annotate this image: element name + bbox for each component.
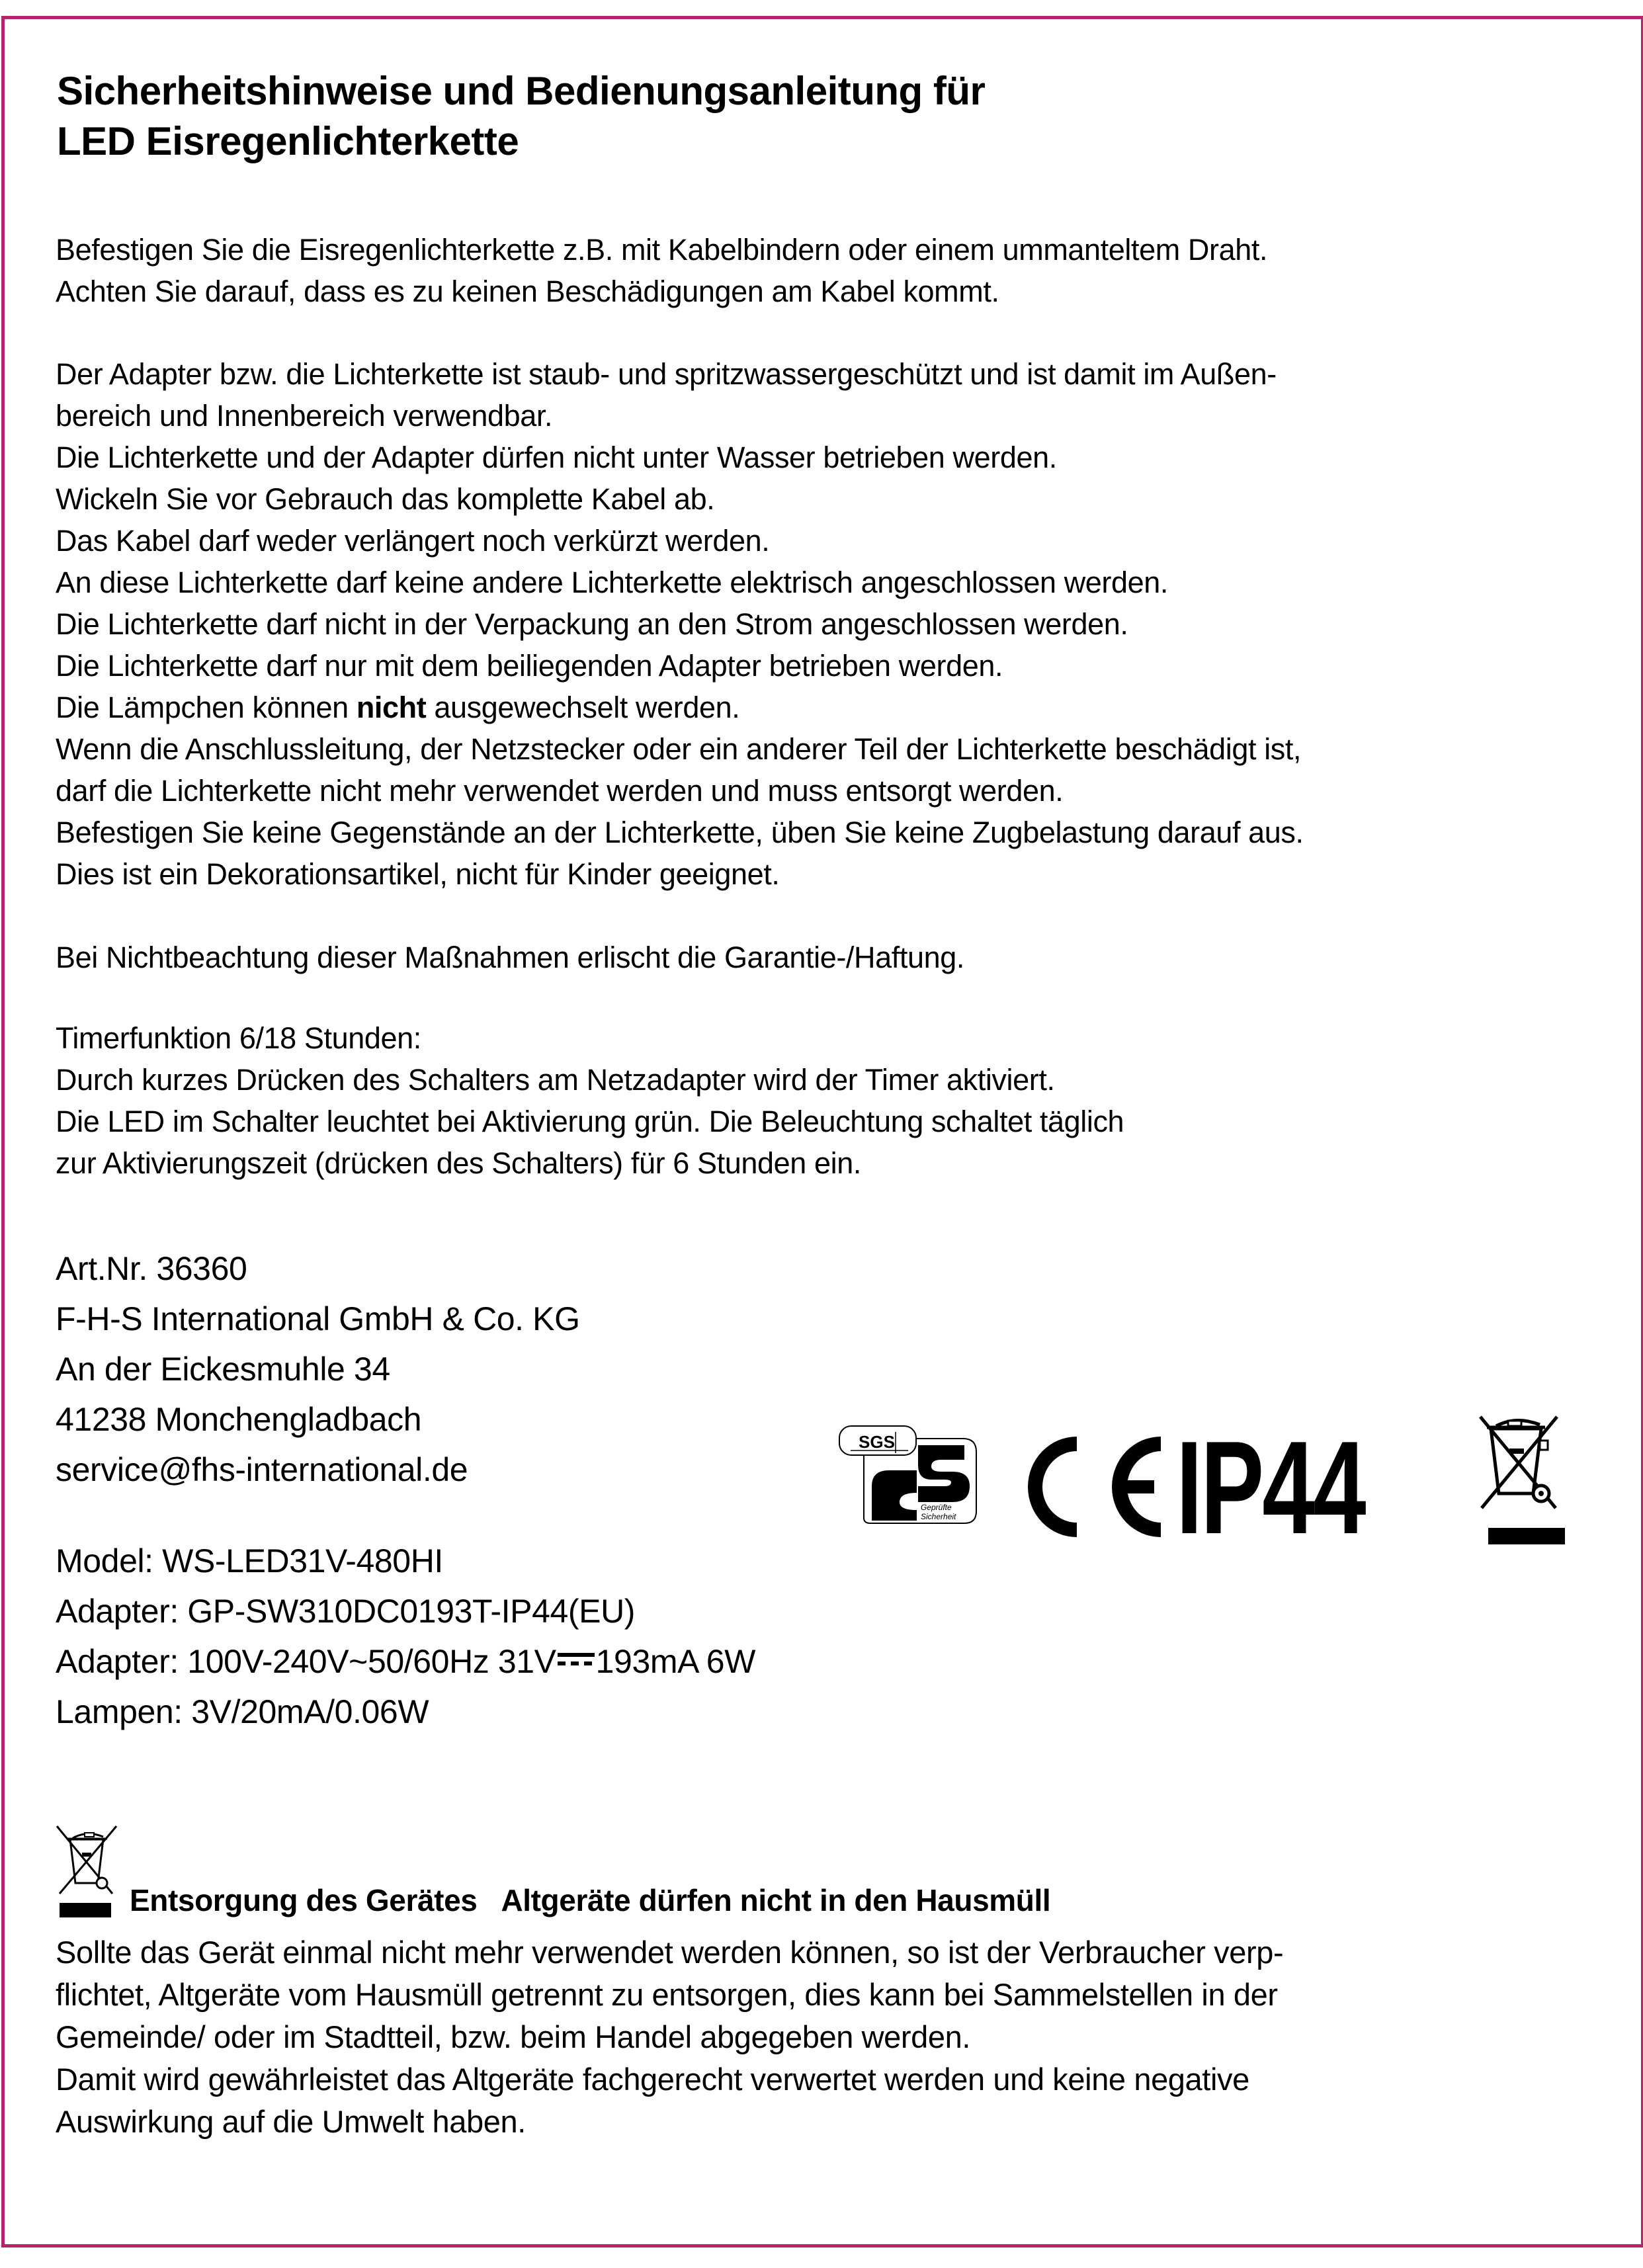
gs-safety-mark-icon bbox=[839, 1425, 978, 1525]
text-line: zur Aktivierungszeit (drücken des Schalters) für 6 Stunden ein. bbox=[56, 1146, 861, 1180]
title-line-2: LED Eisregenlichterkette bbox=[57, 119, 519, 163]
text-line: Wenn die Anschlussleitung, der Netzstecker oder ein anderer Teil der Lichterkette beschädigt ist, bbox=[56, 732, 1302, 766]
adapter-rating: Adapter: 100V-240V~50/60Hz 31V 193mA 6W bbox=[56, 1643, 755, 1680]
disposal-subtitle: Altgeräte dürfen nicht in den Hausmüll bbox=[501, 1883, 1051, 1917]
gs-caption-2: Sicherheit bbox=[921, 1512, 956, 1521]
text-line: darf die Lichterkette nicht mehr verwendet werden und muss entsorgt werden. bbox=[56, 774, 1064, 808]
text-line: bereich und Innenbereich verwendbar. bbox=[56, 399, 553, 433]
safety-paragraph bbox=[56, 353, 1304, 895]
text-line: Gemeinde/ oder im Stadtteil, bzw. beim Handel abgegeben werden. bbox=[56, 2019, 971, 2054]
text-line: Achten Sie darauf, dass es zu keinen Beschädigungen am Kabel kommt. bbox=[56, 274, 999, 308]
ce-mark-icon bbox=[1025, 1435, 1174, 1538]
model-number: Model: WS-LED31V-480HI bbox=[56, 1542, 443, 1579]
disposal-title: Entsorgung des Gerätes bbox=[130, 1883, 478, 1917]
product-specs bbox=[56, 1536, 755, 1737]
text-line: Durch kurzes Drücken des Schalters am Netzadapter wird der Timer aktiviert. bbox=[56, 1063, 1055, 1097]
text-line: Die LED im Schalter leuchtet bei Aktivierung grün. Die Beleuchtung schaltet täglich bbox=[56, 1105, 1124, 1138]
lamp-rating: Lampen: 3V/20mA/0.06W bbox=[56, 1693, 429, 1730]
text-line: Befestigen Sie keine Gegenstände an der Lichterkette, üben Sie keine Zugbelastung darauf aus. bbox=[56, 816, 1304, 849]
company-address bbox=[56, 1243, 580, 1495]
text-line: Damit wird gewährleistet das Altgeräte fachgerecht verwertet werden und keine negative bbox=[56, 2062, 1249, 2097]
weee-crossed-bin-icon bbox=[56, 1822, 122, 1918]
text-line: Befestigen Sie die Eisregenlichterkette z.B. mit Kabelbindern oder einem ummanteltem Draht. bbox=[56, 233, 1268, 267]
timer-heading: Timerfunktion 6/18 Stunden: bbox=[56, 1021, 421, 1055]
title-line-1: Sicherheitshinweise und Bedienungsanleitung für bbox=[57, 69, 986, 113]
text-line: flichtet, Altgeräte vom Hausmüll getrennt zu entsorgen, dies kann bei Sammelstellen in der bbox=[56, 1977, 1278, 2012]
company-email: service@fhs-international.de bbox=[56, 1451, 468, 1488]
gs-caption-1: Geprüfte bbox=[921, 1503, 952, 1512]
intro-paragraph bbox=[56, 229, 1267, 312]
text-line: Sollte das Gerät einmal nicht mehr verwendet werden können, so ist der Verbraucher verp- bbox=[56, 1935, 1284, 1970]
emphasis-nicht: nicht bbox=[356, 691, 427, 724]
document-title bbox=[57, 66, 985, 167]
text-line: Die Lichterkette darf nicht in der Verpackung an den Strom angeschlossen werden. bbox=[56, 607, 1128, 641]
text-line: Dies ist ein Dekorationsartikel, nicht für Kinder geeignet. bbox=[56, 857, 780, 891]
text-line: Bei Nichtbeachtung dieser Maßnahmen erlischt die Garantie-/Haftung. bbox=[56, 941, 964, 974]
text-line: Auswirkung auf die Umwelt haben. bbox=[56, 2104, 526, 2139]
text-line: Der Adapter bzw. die Lichterkette ist staub- und spritzwassergeschützt und ist damit im Außen- bbox=[56, 357, 1277, 391]
company-name: F-H-S International GmbH & Co. KG bbox=[56, 1300, 580, 1337]
warranty-paragraph bbox=[56, 937, 964, 978]
lamp-warning-line: Die Lämpchen können nicht ausgewechselt werden. bbox=[56, 691, 740, 724]
dc-current-icon bbox=[558, 1653, 595, 1669]
disposal-heading bbox=[56, 1822, 1378, 1921]
text-line: Die Lichterkette darf nur mit dem beiliegenden Adapter betrieben werden. bbox=[56, 649, 1003, 683]
text-line: Die Lichterkette und der Adapter dürfen nicht unter Wasser betrieben werden. bbox=[56, 441, 1057, 474]
disposal-paragraph bbox=[56, 1931, 1283, 2143]
gs-sgs-text: SGS bbox=[859, 1432, 895, 1452]
company-city: 41238 Monchengladbach bbox=[56, 1401, 422, 1438]
company-street: An der Eickesmuhle 34 bbox=[56, 1351, 390, 1388]
article-number: Art.Nr. 36360 bbox=[56, 1250, 247, 1287]
certification-logos bbox=[833, 1396, 1568, 1562]
text-line: Das Kabel darf weder verlängert noch verkürzt werden. bbox=[56, 524, 770, 558]
adapter-model: Adapter: GP-SW310DC0193T-IP44(EU) bbox=[56, 1593, 636, 1630]
timer-paragraph bbox=[56, 1017, 1124, 1184]
ip44-rating: IP44 bbox=[1176, 1414, 1365, 1562]
weee-crossed-bin-icon bbox=[1468, 1402, 1568, 1544]
text-line: An diese Lichterkette darf keine andere Lichterkette elektrisch angeschlossen werden. bbox=[56, 566, 1168, 599]
text-line: Wickeln Sie vor Gebrauch das komplette Kabel ab. bbox=[56, 482, 715, 516]
